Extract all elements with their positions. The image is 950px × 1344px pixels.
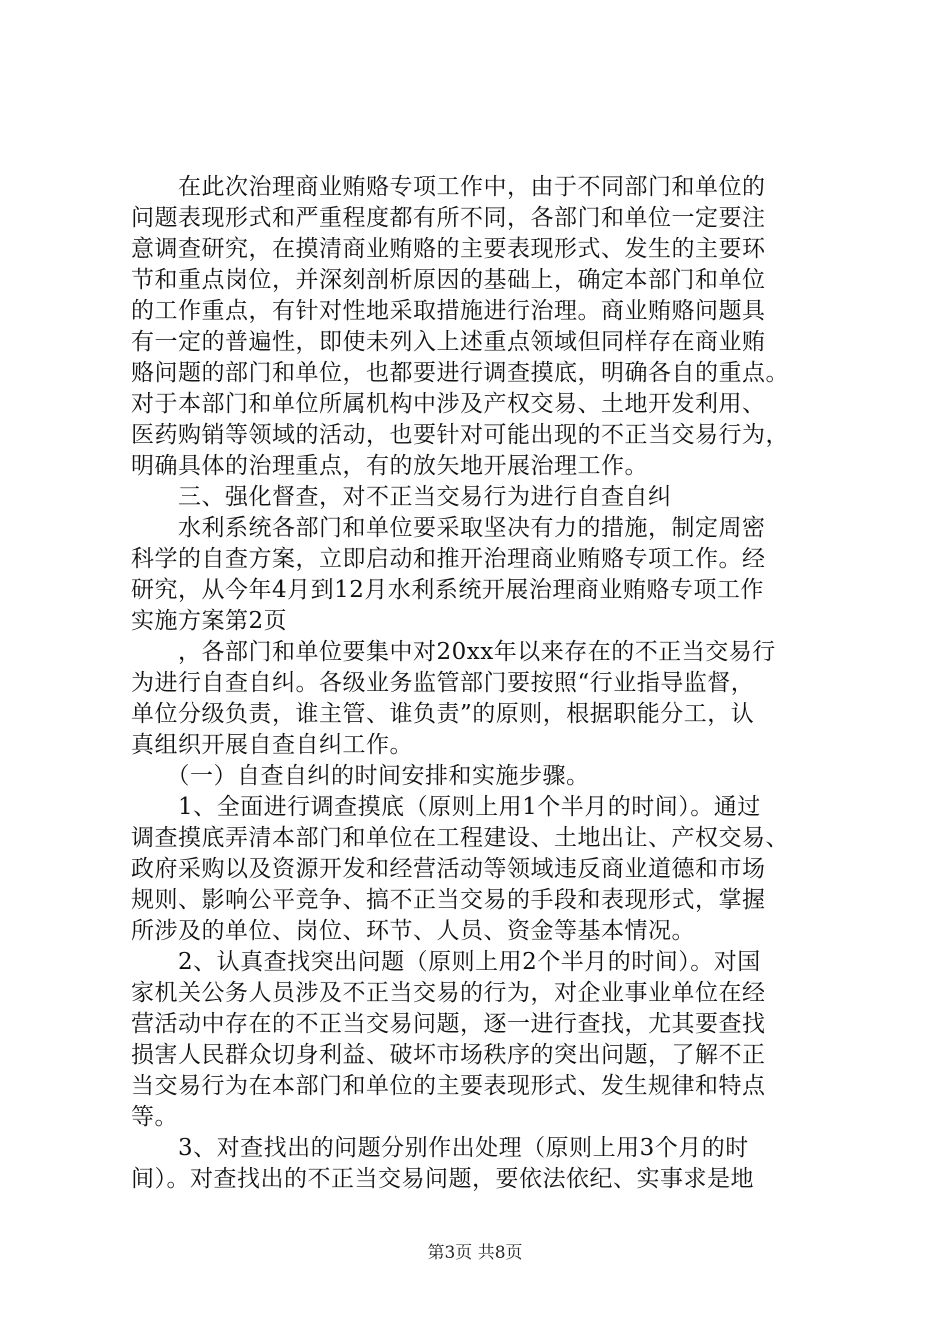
text-line: 家机关公务人员涉及不正当交易的行为，对企业事业单位在经 <box>131 980 766 1006</box>
subsection-heading: （一）自查自纠的时间安排和实施步骤。 <box>131 763 590 789</box>
text-line: 实施方案第2页 <box>131 608 288 634</box>
text-line: 对于本部门和单位所属机构中涉及产权交易、土地开发利用、 <box>131 391 766 417</box>
text-line: 2、认真查找突出问题（原则上用2个半月的时间）。对国 <box>131 949 761 975</box>
text-line: 1、全面进行调查摸底（原则上用1个半月的时间）。通过 <box>131 794 761 820</box>
text-line: 间）。对查找出的不正当交易问题，要依法依纪、实事求是地 <box>131 1166 754 1192</box>
text-line: 意调查研究，在摸清商业贿赂的主要表现形式、发生的主要环 <box>131 236 766 262</box>
text-line: 调查摸底弄清本部门和单位在工程建设、土地出让、产权交易、 <box>131 825 789 851</box>
text-line: 研究，从今年4月到12月水利系统开展治理商业贿赂专项工作 <box>131 577 764 603</box>
text-line: 所涉及的单位、岗位、环节、人员、资金等基本情况。 <box>131 918 695 944</box>
text-line: 真组织开展自查自纠工作。 <box>131 732 413 758</box>
document-body <box>131 172 839 1195</box>
text-line: 在此次治理商业贿赂专项工作中，由于不同部门和单位的 <box>131 174 766 200</box>
text-line: 科学的自查方案，立即启动和推开治理商业贿赂专项工作。经 <box>131 546 766 572</box>
text-line: 政府采购以及资源开发和经营活动等领域违反商业道德和市场 <box>131 856 766 882</box>
text-line: ，各部门和单位要集中对20xx年以来存在的不正当交易行 <box>131 639 776 665</box>
text-line: 问题表现形式和严重程度都有所不同，各部门和单位一定要注 <box>131 205 766 231</box>
section-heading: 三、强化督查，对不正当交易行为进行自查自纠 <box>131 484 672 510</box>
text-line: 节和重点岗位，并深刻剖析原因的基础上，确定本部门和单位 <box>131 267 766 293</box>
text-line: 等。 <box>131 1104 178 1130</box>
text-line: 单位分级负责，谁主管、谁负责”的原则，根据职能分工，认 <box>131 701 755 727</box>
text-line: 3、对查找出的问题分别作出处理（原则上用3个月的时 <box>131 1135 749 1161</box>
text-line: 营活动中存在的不正当交易问题，逐一进行查找，尤其要查找 <box>131 1011 766 1037</box>
text-line: 有一定的普遍性，即使未列入上述重点领域但同样存在商业贿 <box>131 329 766 355</box>
text-line: 的工作重点，有针对性地采取措施进行治理。商业贿赂问题具 <box>131 298 766 324</box>
text-line: 明确具体的治理重点，有的放矢地开展治理工作。 <box>131 453 648 479</box>
text-line: 医药购销等领域的活动，也要针对可能出现的不正当交易行为， <box>131 422 789 448</box>
text-line: 水利系统各部门和单位要采取坚决有力的措施，制定周密 <box>131 515 766 541</box>
text-line: 损害人民群众切身利益、破坏市场秩序的突出问题，了解不正 <box>131 1042 766 1068</box>
text-line: 为进行自查自纠。各级业务监管部门要按照“行业指导监督， <box>131 670 755 696</box>
text-line: 规则、影响公平竞争、搞不正当交易的手段和表现形式，掌握 <box>131 887 766 913</box>
text-line: 赂问题的部门和单位，也都要进行调查摸底，明确各自的重点。 <box>131 360 789 386</box>
text-line: 当交易行为在本部门和单位的主要表现形式、发生规律和特点 <box>131 1073 766 1099</box>
page-number-footer: 第3页 共8页 <box>427 1243 523 1263</box>
